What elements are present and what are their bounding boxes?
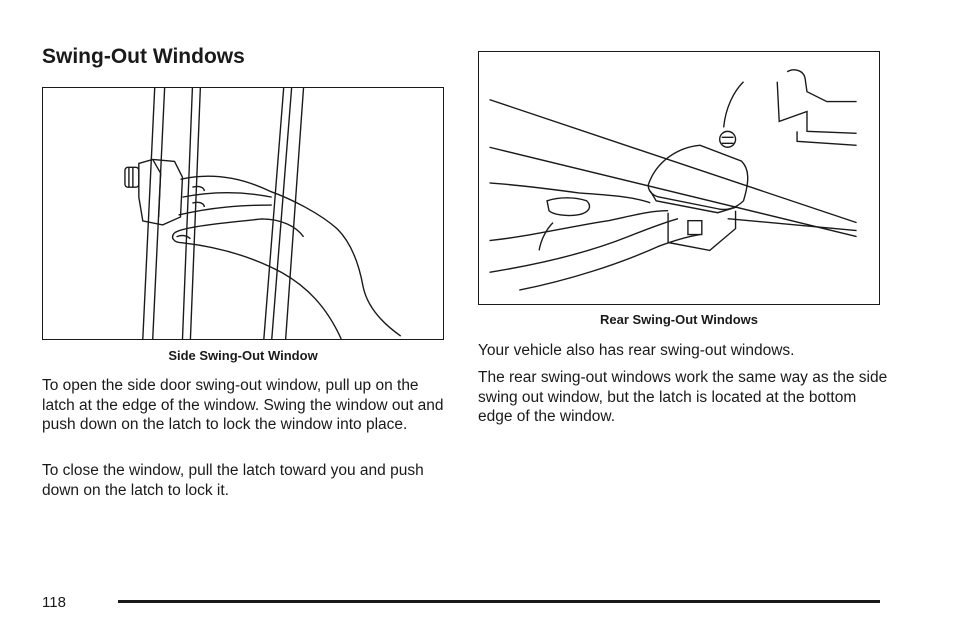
side-window-drawing [43, 88, 443, 339]
rear-window-illustration [478, 51, 880, 305]
side-window-open-instructions: To open the side door swing-out window, pull up on the latch at the edge of the window. Swing the window out and push down on the latch to lock the window into place. [42, 377, 444, 433]
side-window-caption: Side Swing-Out Window [168, 348, 318, 363]
page-title: Swing-Out Windows [42, 45, 245, 68]
page-number: 118 [42, 594, 66, 611]
side-window-illustration [42, 87, 444, 340]
rear-window-instructions: The rear swing-out windows work the same way as the side swing out window, but the latch is located at the bottom edge of the window. [478, 369, 888, 425]
rear-window-caption: Rear Swing-Out Windows [599, 312, 759, 327]
rear-window-drawing [479, 52, 879, 304]
rear-window-intro: Your vehicle also has rear swing-out windows. [478, 342, 795, 359]
footer-rule [118, 600, 880, 603]
side-window-close-instructions: To close the window, pull the latch toward you and push down on the latch to lock it. [42, 462, 424, 499]
